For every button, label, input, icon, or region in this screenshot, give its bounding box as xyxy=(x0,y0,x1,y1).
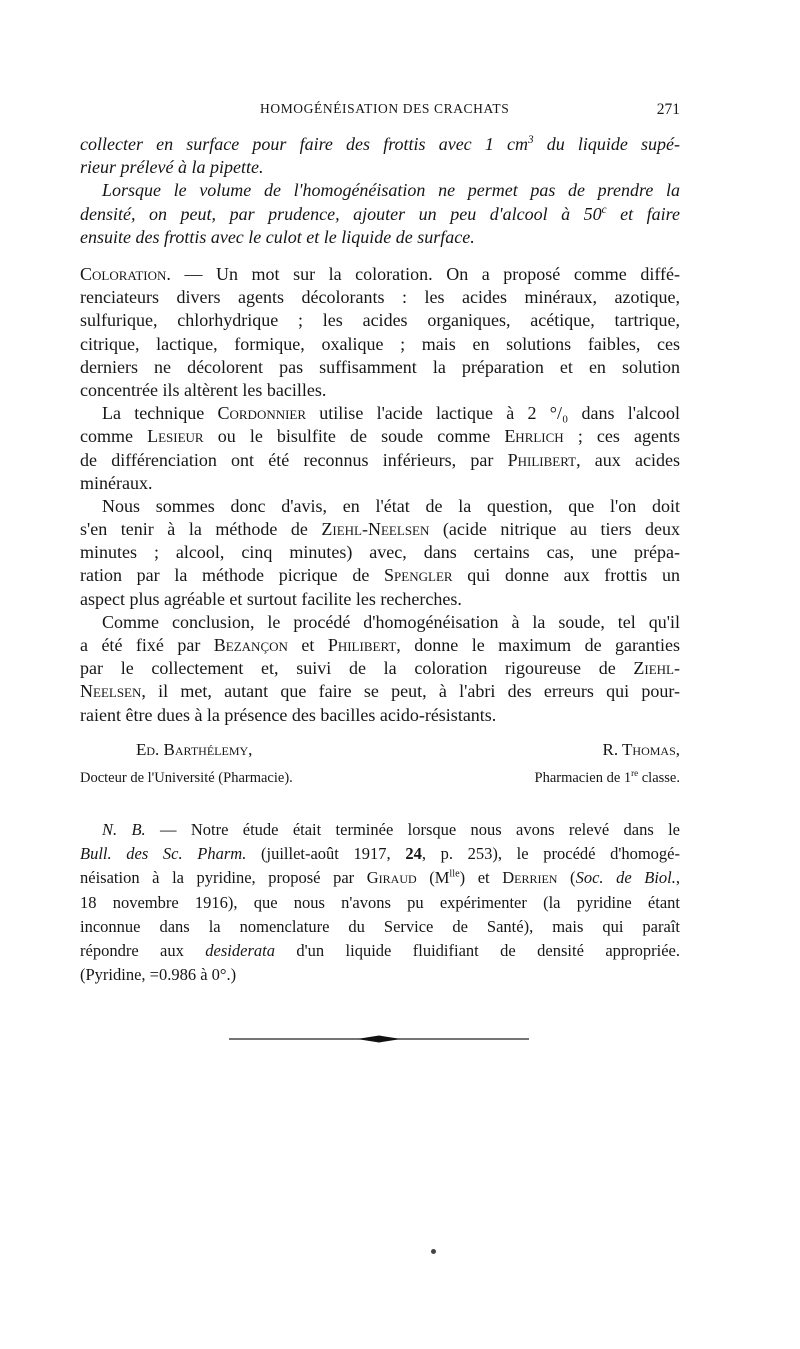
text-line: ration par la méthode picrique de Spengler qui donne aux frottis un xyxy=(80,565,680,586)
signature-role: Pharmacien de 1re classe. xyxy=(534,768,680,786)
signature-name: R. Thomas, xyxy=(602,740,680,759)
page-number: 271 xyxy=(656,101,680,118)
author-name: Ehrlich xyxy=(504,426,564,447)
text-line: renciateurs divers agents décolorants : les acides minéraux, azotique, xyxy=(80,287,680,308)
text-line: aspect plus agréable et surtout facilite les recherches. xyxy=(80,588,462,609)
intro-paragraph xyxy=(80,133,680,249)
author-name: Philibert xyxy=(507,449,577,470)
nota-bene xyxy=(80,818,680,987)
text-line: minéraux. xyxy=(80,472,153,493)
text-line: inconnue dans la nomenclature du Service de Santé), mais qui paraît xyxy=(80,916,680,936)
author-name: Derrien xyxy=(502,868,558,888)
signatures xyxy=(80,740,680,796)
text-line: Comme conclusion, le procédé d'homogénéisation à la soude, tel qu'il xyxy=(102,611,680,632)
signature-name: Ed. Barthélemy, xyxy=(136,740,253,759)
author-name: Ziehl-Neelsen xyxy=(321,519,430,540)
author-name: Giraud xyxy=(366,868,417,888)
text-line: 18 novembre 1916), que nous n'avons pu expérimenter (la pyridine étant xyxy=(80,892,680,912)
text-line: Nous sommes donc d'avis, en l'état de la question, que l'on doit xyxy=(102,495,680,516)
text-line: densité, on peut, par prudence, ajouter un peu d'alcool à 50$^c$ et faire xyxy=(80,203,681,224)
text-line: de différenciation ont été reconnus inférieurs, par Philibert, aux acides xyxy=(80,449,680,470)
text-line: Neelsen, il met, autant que faire se peut, à l'abri des erreurs qui pour- xyxy=(80,681,680,702)
text-line: minutes ; alcool, cinq minutes) avec, dans certains cas, une prépa- xyxy=(80,542,680,563)
text-line: sulfurique, chlorhydrique ; les acides organiques, acétique, tartrique, xyxy=(80,310,680,331)
text-line: raient être dues à la présence des bacilles acido-résistants. xyxy=(80,704,497,725)
text-line: Lorsque le volume de l'homogénéisation ne permet pas de prendre la xyxy=(102,180,680,201)
coloration-section xyxy=(80,263,680,727)
text-line: concentrée ils altèrent les bacilles. xyxy=(80,379,327,400)
author-name: Lesieur xyxy=(147,426,204,447)
text-line: a été fixé par Bezançon et Philibert, donne le maximum de garanties xyxy=(80,635,681,655)
text-line: La technique Cordonnier utilise l'acide lactique à 2 °/₀ dans l'alcool xyxy=(102,403,680,424)
text-line: par le collectement et, suivi de la coloration rigoureuse de Ziehl- xyxy=(80,658,680,679)
running-title: HOMOGÉNÉISATION DES CRACHATS xyxy=(260,101,510,116)
author-name: Neelsen xyxy=(80,681,142,702)
running-head xyxy=(80,101,680,123)
text-line: néisation à la pyridine, proposé par Giraud $(M^{lle})$ et Derrien (Soc. de Biol., xyxy=(80,868,681,888)
text-line: (Pyridine, =0.986 à 0°.) xyxy=(80,965,237,985)
text-line: répondre aux desiderata d'un liquide fluidifiant de densité appropriée. xyxy=(80,940,680,960)
section-heading: Coloration. xyxy=(80,264,171,284)
signature-role: Docteur de l'Université (Pharmacie). xyxy=(80,770,293,786)
text-line: comme Lesieur ou le bisulfite de soude comme Ehrlich ; ces agents xyxy=(80,426,680,447)
text-line: citrique, lactique, formique, oxalique ; mais en solutions faibles, ces xyxy=(80,333,680,354)
author-name: Spengler xyxy=(384,565,453,586)
text-line: ensuite des frottis avec le culot et le liquide de surface. xyxy=(80,226,475,247)
text-line: collecter en surface pour faire des frottis avec 1 $cm^3$ du liquide supé- xyxy=(80,134,680,154)
text-line: Coloration. — Un mot sur la coloration. On a proposé comme diffé- xyxy=(80,264,680,284)
author-name: Cordonnier xyxy=(217,403,307,424)
text-line: Bull. des Sc. Pharm. (juillet-août 1917, 24, p. 253), le procédé d'homogé- xyxy=(80,844,680,864)
author-name: Philibert xyxy=(327,635,397,655)
ornamental-rule xyxy=(229,1035,529,1043)
page-speck xyxy=(431,1249,436,1254)
text-line: derniers ne décolorent pas suffisamment la préparation et en solution xyxy=(80,356,680,377)
author-name: Ziehl- xyxy=(633,658,680,679)
text-line: rieur prélevé à la pipette. xyxy=(80,157,264,178)
text-line: s'en tenir à la méthode de Ziehl-Neelsen (acide nitrique au tiers deux xyxy=(80,519,681,540)
author-name: Bezançon xyxy=(213,635,288,655)
text-line: N. B. — Notre étude était terminée lorsque nous avons relevé dans le xyxy=(102,820,680,839)
